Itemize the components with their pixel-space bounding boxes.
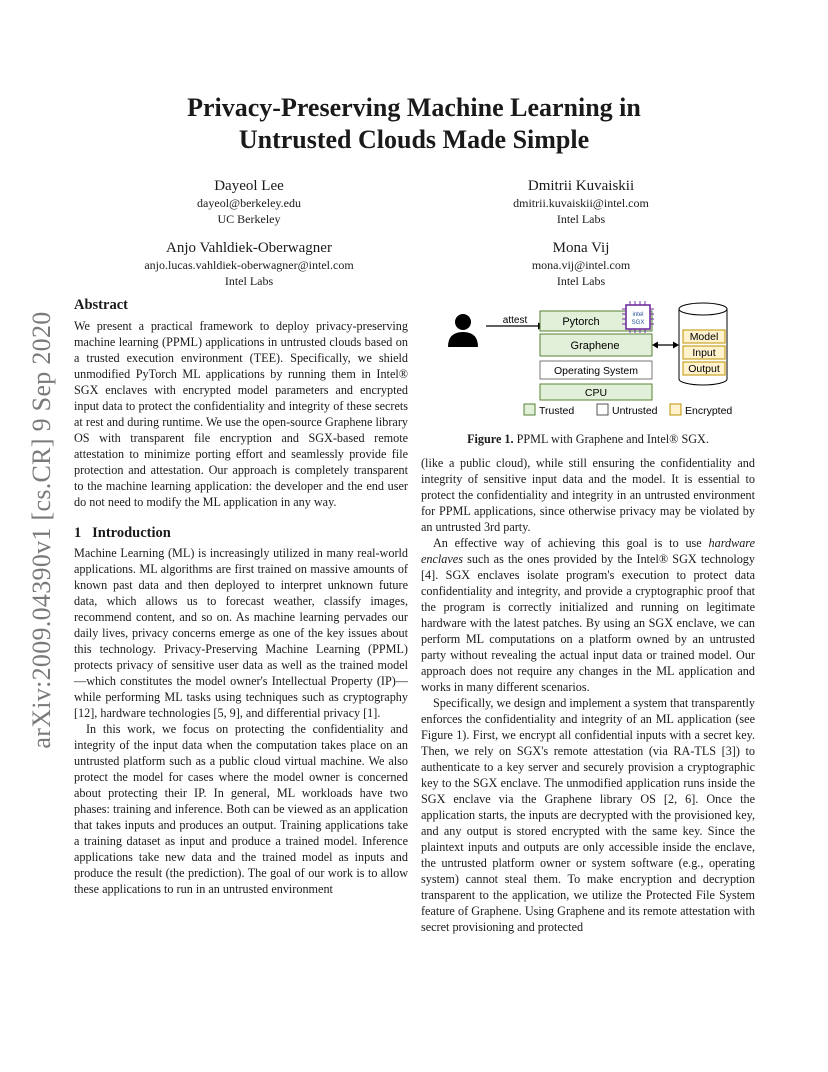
caption-text: PPML with Graphene and Intel® SGX. xyxy=(513,432,709,446)
author-email: mona.vij@intel.com xyxy=(531,258,631,272)
title-line-2: Untrusted Clouds Made Simple xyxy=(238,125,590,154)
intro-paragraph: In this work, we focus on protecting the confidentiality and integrity of the input data when the computation takes place on an untrusted platform such as a public cloud virtual machine. We also protect the model for cases where the model owner is concerned about protecting their IP. In general, ML workloads have two phases: training and inference. Both can be viewed as an application that takes inputs and produces an output. Training applications take a training dataset as input and produce a trained model. Inference applications take new data and the trained model as inputs and produce the result (the prediction). The goal of our work is to allow these applications to run in an untrusted environment xyxy=(74,722,408,896)
emphasized-term: hardware enclaves xyxy=(421,536,755,566)
author-name: Dmitrii Kuvaiskii xyxy=(527,178,635,194)
author-block xyxy=(99,239,399,289)
attest-label: attest xyxy=(502,315,528,326)
author-block xyxy=(431,177,731,227)
body-paragraph: (like a public cloud), while still ensuring the confidentiality and integrity of sensitive input data and the model. It is essential to protect the confidentiality and integrity in an untrusted environment for PPML applications, since otherwise privacy may be violated by an untrusted 3rd party. xyxy=(421,456,755,534)
author-email: anjo.lucas.vahldiek-oberwagner@intel.com xyxy=(144,258,354,272)
legend-encrypted-swatch xyxy=(670,404,681,415)
legend-untrusted-label: Untrusted xyxy=(612,405,658,417)
graphene-label: Graphene xyxy=(570,340,620,352)
figure-caption xyxy=(421,432,755,447)
body-text: An effective way of achieving this goal is to use xyxy=(433,536,709,550)
intel-sgx-chip-icon xyxy=(622,301,654,333)
user-icon xyxy=(448,314,478,347)
chip-label-intel: intel xyxy=(632,312,644,318)
caption-label: Figure 1. xyxy=(467,432,514,446)
db-output-label: Output xyxy=(688,363,720,375)
arxiv-id-text: arXiv:2009.04390v1 [cs.CR] 9 Sep 2020 xyxy=(27,311,56,749)
body-paragraph: Specifically, we design and implement a system that transparently enforces the confidentiality and integrity of an ML application (see Figure 1). First, we encrypt all confidential inputs with a secret key. Then, we rely on SGX's remote attestation (via RA-TLS [3]) to authenticate to a key server and securely provision a cryptographic key to the SGX enclave. The unmodified application runs inside the SGX enclave via the Graphene library OS [2, 6]. Once the application starts, the inputs are decrypted with the provisioned key, and any output is stored encrypted with the same key. Since the plaintext inputs and outputs are only accessible inside the enclave, the untrusted platform owner or system software (e.g., operating system) cannot steal them. To make encryption and decryption transparent to the application, we utilize the Protected File System feature of Graphene. Using Graphene and its remote attestation with secret provisioning and protected xyxy=(421,696,755,934)
body-text: such as the ones provided by the Intel® SGX technology [4]. SGX enclaves isolate program's execution to protect data confidentiality and integrity, and provide a cryptographic proof that the program is correctly initialized and running on legitimate hardware with the latest patches. By using an SGX enclave, we can perform ML computations on a platform owned by an untrusted party without revealing the actual input data or trained model. Our approach does not require any changes in the ML application and works in many different scenarios. xyxy=(421,552,755,694)
pytorch-label: Pytorch xyxy=(562,316,600,328)
db-model-label: Model xyxy=(689,331,719,343)
figure-legend xyxy=(524,404,732,417)
right-column xyxy=(421,455,755,935)
author-block xyxy=(99,177,399,227)
legend-encrypted-label: Encrypted xyxy=(685,405,733,417)
body-paragraph xyxy=(421,535,755,695)
legend-untrusted-swatch xyxy=(597,404,608,415)
abstract-heading: Abstract xyxy=(74,297,128,313)
legend-trusted-swatch xyxy=(524,404,535,415)
author-email: dmitrii.kuvaiskii@intel.com xyxy=(513,196,649,210)
author-block xyxy=(431,239,731,289)
os-label: Operating System xyxy=(553,365,639,377)
abstract-text: We present a practical framework to deploy privacy-preserving machine learning (PPML) applications in untrusted clouds based on a trusted execution environment (TEE). Specifically, we shield unmodified PyTorch ML applications by running them in Intel® SGX enclaves with encrypted model parameters and encrypted input data to protect the confidentiality and integrity of these secrets at rest and during runtime. We use the open-source Graphene library OS with transparent file encryption and SGX-based remote attestation to minimize porting effort and seamlessly provide file protection and attestation. Our approach is completely transparent to the machine learning application: the developer and the end user do not need to modify the ML application in any way. xyxy=(74,319,408,509)
intro-paragraph: Machine Learning (ML) is increasingly utilized in many real-world applications. ML algorithms are first trained on massive amounts of known past data and then deployed to interpret unknown future data, which allows us to forecast weather, classify images, recommend content, and so on. As machine learning pervades our daily lives, privacy concerns emerge as one of the key issues about this technology. Privacy-Preserving Machine Learning (PPML) protects privacy of sensitive user data as well as the trained model—which constitutes the model owner's Intellectual Property (IP)—while performing ML tasks using techniques such as cryptography [12], hardware technologies [5, 9], and differential privacy [1]. xyxy=(74,546,408,720)
author-affiliation: UC Berkeley xyxy=(217,212,281,226)
chip-label-sgx: SGX xyxy=(631,320,645,326)
legend-trusted-label: Trusted xyxy=(539,405,575,417)
author-email: dayeol@berkeley.edu xyxy=(197,196,301,210)
paper-title xyxy=(74,92,754,156)
title-line-1: Privacy-Preserving Machine Learning in xyxy=(187,93,641,122)
author-affiliation: Intel Labs xyxy=(556,212,606,226)
author-affiliation: Intel Labs xyxy=(224,274,274,288)
cpu-label: CPU xyxy=(584,387,608,399)
author-name: Anjo Vahldiek-Oberwagner xyxy=(166,240,332,256)
db-input-label: Input xyxy=(692,347,716,359)
left-column xyxy=(74,296,408,897)
figure-ppml-diagram xyxy=(421,295,755,425)
author-name: Mona Vij xyxy=(552,240,610,256)
introduction-heading: 1 Introduction xyxy=(74,525,171,541)
author-name: Dayeol Lee xyxy=(214,178,284,194)
author-affiliation: Intel Labs xyxy=(556,274,606,288)
